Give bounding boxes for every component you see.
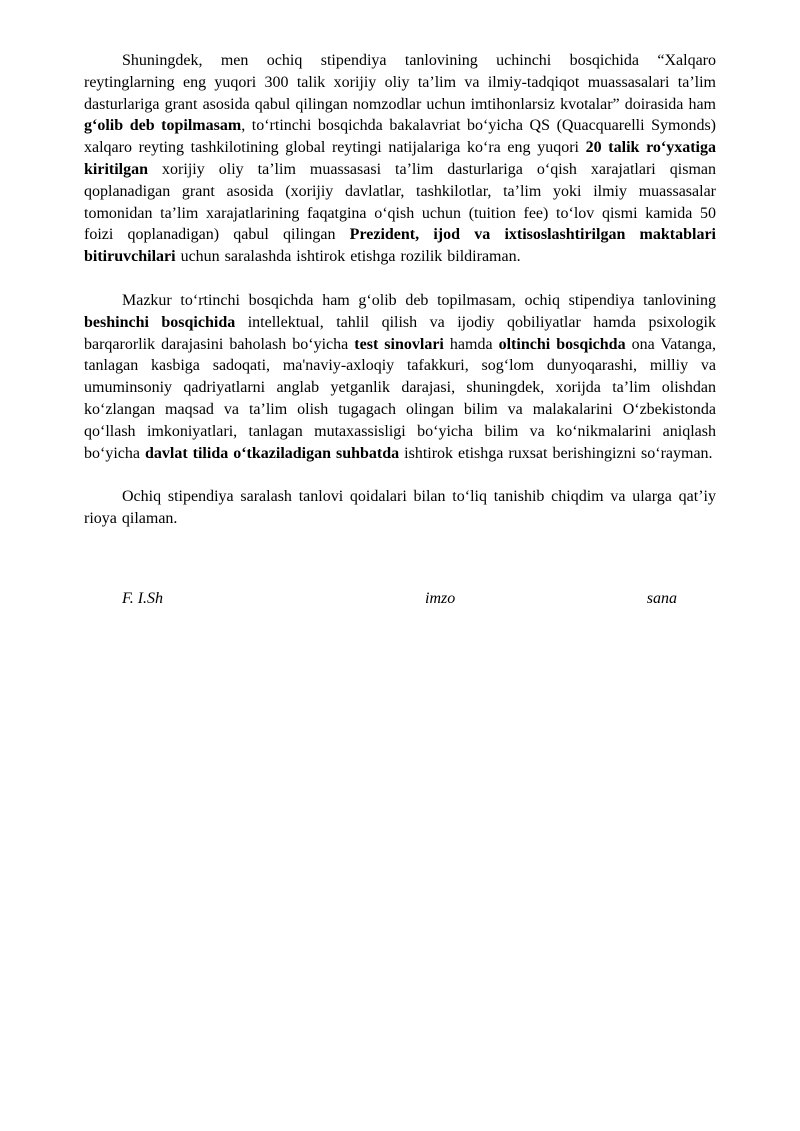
text-run: Shuningdek, men ochiq stipendiya tanlovining uchinchi bosqichida “Xalqaro reytinglarning eng yuqori 300 talik xorijiy oliy ta’lim va ilmiy-tadqiqot muassasalari ta’lim dasturlariga grant asosida qabul qilingan nomzodlar uchun imtihonlarsiz kvotalar” doirasida ham: [84, 52, 716, 113]
bold-text-run: test sinovlari: [354, 335, 444, 353]
text-run: hamda: [443, 335, 499, 353]
text-run: ishtirok etishga ruxsat berishingizni soʻrayman.: [399, 444, 713, 462]
text-run: xorijiy oliy ta’lim muassasasi ta’lim dasturlariga oʻqish xarajatlari qisman qoplanadigan grant asosida (xorijiy davlatlar, tashkilotlar, ta’lim yoki ilmiy muassasalar tomonidan ta’lim xarajatlarining faqatgina oʻqish uchun (tuition fee) toʻlov qismi kamida 50 foizi qoplanadigan) qabul qilingan: [84, 160, 716, 244]
bold-text-run: 20 talik roʻyxatiga kiritilgan: [84, 139, 717, 178]
document-body: [84, 50, 716, 530]
paragraph-2: [84, 290, 716, 464]
text-run: Mazkur toʻrtinchi bosqichda ham gʻolib deb topilmasam, ochiq stipendiya tanlovining: [122, 291, 716, 309]
bold-text-run: oltinchi bosqichda: [498, 335, 626, 353]
text-run: Ochiq stipendiya saralash tanlovi qoidalari bilan toʻliq tanishib chiqdim va ularga qat’iy rioya qilaman.: [84, 488, 716, 528]
signature-imzo-label: imzo: [425, 589, 456, 607]
text-run: intellektual, tahlil qilish va ijodiy qobiliyatlar hamda psixologik barqarorlik darajasini baholash boʻyicha: [84, 313, 717, 353]
bold-text-run: Prezident, ijod va ixtisoslashtirilgan maktablari bitiruvchilari: [84, 226, 716, 266]
signature-fullname-label: F. I.Sh: [122, 589, 164, 607]
text-run: , toʻrtinchi bosqichda bakalavriat boʻyicha QS (Quacquarelli Symonds) xalqaro reyting tashkilotining global reytingi natijalariga koʻra eng yuqori: [84, 117, 717, 157]
bold-text-run: davlat tilida oʻtkaziladigan suhbatda: [144, 444, 400, 462]
bold-text-run: gʻolib deb topilmasam: [84, 117, 242, 135]
paragraph-1: [84, 50, 716, 268]
text-run: ona Vatanga, tanlagan kasbiga sadoqati, ma'naviy-axloqiy tafakkuri, sogʻlom dunyoqarashi, milliy va umuminsoniy qadriyatlarni anglab yetganlik darajasi, shuningdek, xorijda ta’lim olishdan koʻzlangan maqsad va ta’lim olish tugagach olingan bilim va malakalarini Oʻzbekistonda qoʻllash imkoniyatlari, tanlagan mutaxassisligi boʻyicha bilim va koʻnikmalarini aniqlash boʻyicha: [84, 335, 716, 462]
bold-text-run: beshinchi bosqichida: [84, 313, 236, 331]
signature-row: [84, 588, 716, 610]
paragraph-3: [84, 486, 716, 530]
signature-sana-label: sana: [646, 589, 677, 607]
text-run: uchun saralashda ishtirok etishga rozilik bildiraman.: [175, 248, 521, 266]
